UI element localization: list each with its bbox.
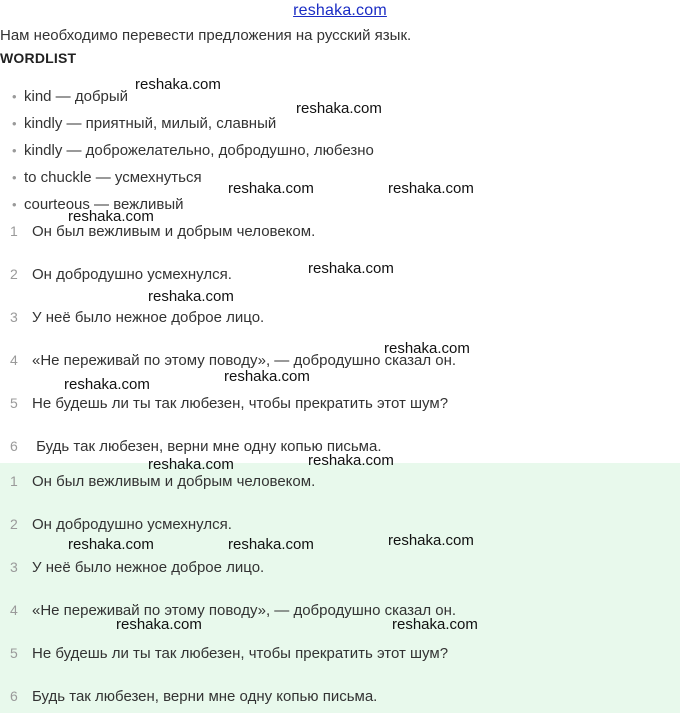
sentence-text: Он был вежливым и добрым человеком.: [32, 223, 316, 240]
watermark: reshaka.com: [148, 456, 234, 473]
watermark: reshaka.com: [384, 340, 470, 357]
wordlist-item-text: courteous — вежливый: [24, 196, 184, 213]
answer-sentence: [10, 645, 448, 662]
sentence-text: Он был вежливым и добрым человеком.: [32, 473, 316, 490]
answer-sentence: [10, 516, 232, 533]
watermark: reshaka.com: [388, 180, 474, 197]
bullet-icon: •: [12, 197, 17, 212]
answer-panel: [0, 463, 680, 713]
sentence-text: Он добродушно усмехнулся.: [32, 516, 232, 533]
wordlist-item-text: kindly — приятный, милый, славный: [24, 115, 277, 132]
sentence-number: 6: [10, 688, 18, 704]
sentence-text: «Не переживай по этому поводу», — добродушно сказал он.: [32, 352, 457, 369]
sentence-text: У неё было нежное доброе лицо.: [32, 309, 265, 326]
wordlist-item: [12, 142, 374, 169]
sentence-text: Будь так любезен, верни мне одну копью письма.: [32, 688, 378, 705]
sentence-text: Он добродушно усмехнулся.: [32, 266, 232, 283]
sentence-number: 2: [10, 516, 18, 532]
watermark: reshaka.com: [308, 452, 394, 469]
answer-sentence: [10, 473, 315, 490]
bullet-icon: •: [12, 89, 17, 104]
sentence-number: 6: [10, 438, 18, 454]
task-sentence: [10, 223, 315, 240]
answer-sentence: [10, 559, 264, 576]
sentence-number: 1: [10, 223, 18, 239]
watermark: reshaka.com: [392, 616, 478, 633]
watermark: reshaka.com: [68, 208, 154, 225]
bullet-icon: •: [12, 143, 17, 158]
wordlist-item-text: kind — добрый: [24, 88, 129, 105]
wordlist-item-text: to chuckle — усмехнуться: [24, 169, 202, 186]
task-sentence: [10, 266, 232, 283]
watermark: reshaka.com: [148, 288, 234, 305]
sentence-number: 4: [10, 602, 18, 618]
watermark: reshaka.com: [228, 536, 314, 553]
sentence-text: «Не переживай по этому поводу», — добродушно сказал он.: [32, 602, 457, 619]
sentence-number: 3: [10, 309, 18, 325]
sentence-number: 1: [10, 473, 18, 489]
watermark: reshaka.com: [68, 536, 154, 553]
watermark: reshaka.com: [224, 368, 310, 385]
answer-sentence: [10, 602, 456, 619]
bullet-icon: •: [12, 170, 17, 185]
sentence-number: 4: [10, 352, 18, 368]
wordlist-item-text: kindly — доброжелательно, добродушно, любезно: [24, 142, 374, 159]
site-header-link[interactable]: reshaka.com: [293, 2, 387, 19]
sentence-text: Не будешь ли ты так любезен, чтобы прекратить этот шум?: [32, 645, 449, 662]
intro-text: Нам необходимо перевести предложения на русский язык.: [0, 27, 412, 44]
answer-sentence: [10, 688, 377, 705]
wordlist-item: [12, 169, 374, 196]
watermark: reshaka.com: [296, 100, 382, 117]
sentence-text: Будь так любезен, верни мне одну копью письма.: [32, 438, 382, 455]
wordlist-title: WORDLIST: [0, 50, 77, 66]
sentence-number: 5: [10, 645, 18, 661]
watermark: reshaka.com: [308, 260, 394, 277]
sentence-text: Не будешь ли ты так любезен, чтобы прекратить этот шум?: [32, 395, 449, 412]
wordlist-item: [12, 196, 374, 223]
sentence-number: 2: [10, 266, 18, 282]
bullet-icon: •: [12, 116, 17, 131]
sentence-number: 3: [10, 559, 18, 575]
watermark: reshaka.com: [388, 532, 474, 549]
sentence-text: У неё было нежное доброе лицо.: [32, 559, 265, 576]
task-sentence: [10, 395, 448, 412]
watermark: reshaka.com: [64, 376, 150, 393]
watermark: reshaka.com: [135, 76, 221, 93]
task-sentence: [10, 309, 264, 326]
sentence-number: 5: [10, 395, 18, 411]
watermark: reshaka.com: [228, 180, 314, 197]
wordlist-item: [12, 115, 374, 142]
watermark: reshaka.com: [116, 616, 202, 633]
